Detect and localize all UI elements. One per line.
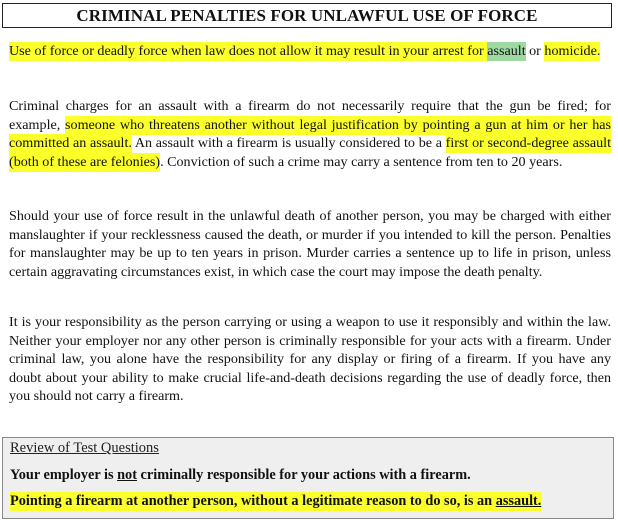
paragraph-arrest [9,42,611,61]
highlight-q2 [10,493,541,509]
q1-pre: Your employer is [10,467,118,483]
highlight-threat: someone who threatens another without legal justification by pointing a gun at him or her has committed an assault. [9,116,611,151]
q2-emph: assault. [495,493,542,509]
text-assault-intro: Criminal charges for an assault with a firearm do not necessarily require that the gun be fired; for example, [9,98,611,133]
text-or: or [525,43,545,59]
page-title: CRIMINAL PENALTIES FOR UNLAWFUL USE OF FORCE [2,3,612,28]
q1-post: criminally responsible for your actions with a firearm. [136,467,471,483]
review-question-assault [10,493,541,510]
review-heading: Review of Test Questions [10,440,159,456]
review-question-employer [10,467,471,484]
q2-pre: Pointing a firearm at another person, without a legitimate reason to do so, is an [10,493,496,509]
highlight-felonies: first or second-degree assault (both of these are felonies) [9,135,611,170]
q1-emph: not [117,467,137,483]
text-conviction: . Conviction of such a crime may carry a sentence from ten to 20 years. [160,153,563,170]
paragraph-responsibility: It is your responsibility as the person carrying or using a weapon to use it responsibly and within the law. Neither your employer nor any other person is criminally responsible for your acts with a firearm. Under criminal law, you alone have the responsibility for any display or firing of a firearm. If you have any doubt about your ability to make crucial life-and-death decisions regarding the use of deadly force, then you should not carry a firearm. [9,314,611,404]
highlight-assault-word: assault [487,43,526,59]
review-box [2,437,614,519]
highlight-arrest: Use of force or deadly force when law does not allow it may result in your arrest for [9,43,488,59]
highlight-homicide: homicide. [544,43,601,59]
paragraph-death: Should your use of force result in the unlawful death of another person, you may be charged with either manslaughter if your recklessness caused the death, or murder if you intended to kill the person. Penalties for manslaughter may be up to ten years in prison. Murder carries a sentence up to life in prison, unless certain aggravating circumstances exist, in which case the court may impose the death penalty. [9,208,611,280]
text-assault-usual: An assault with a firearm is usually considered to be a [131,135,446,151]
paragraph-assault [9,97,611,171]
